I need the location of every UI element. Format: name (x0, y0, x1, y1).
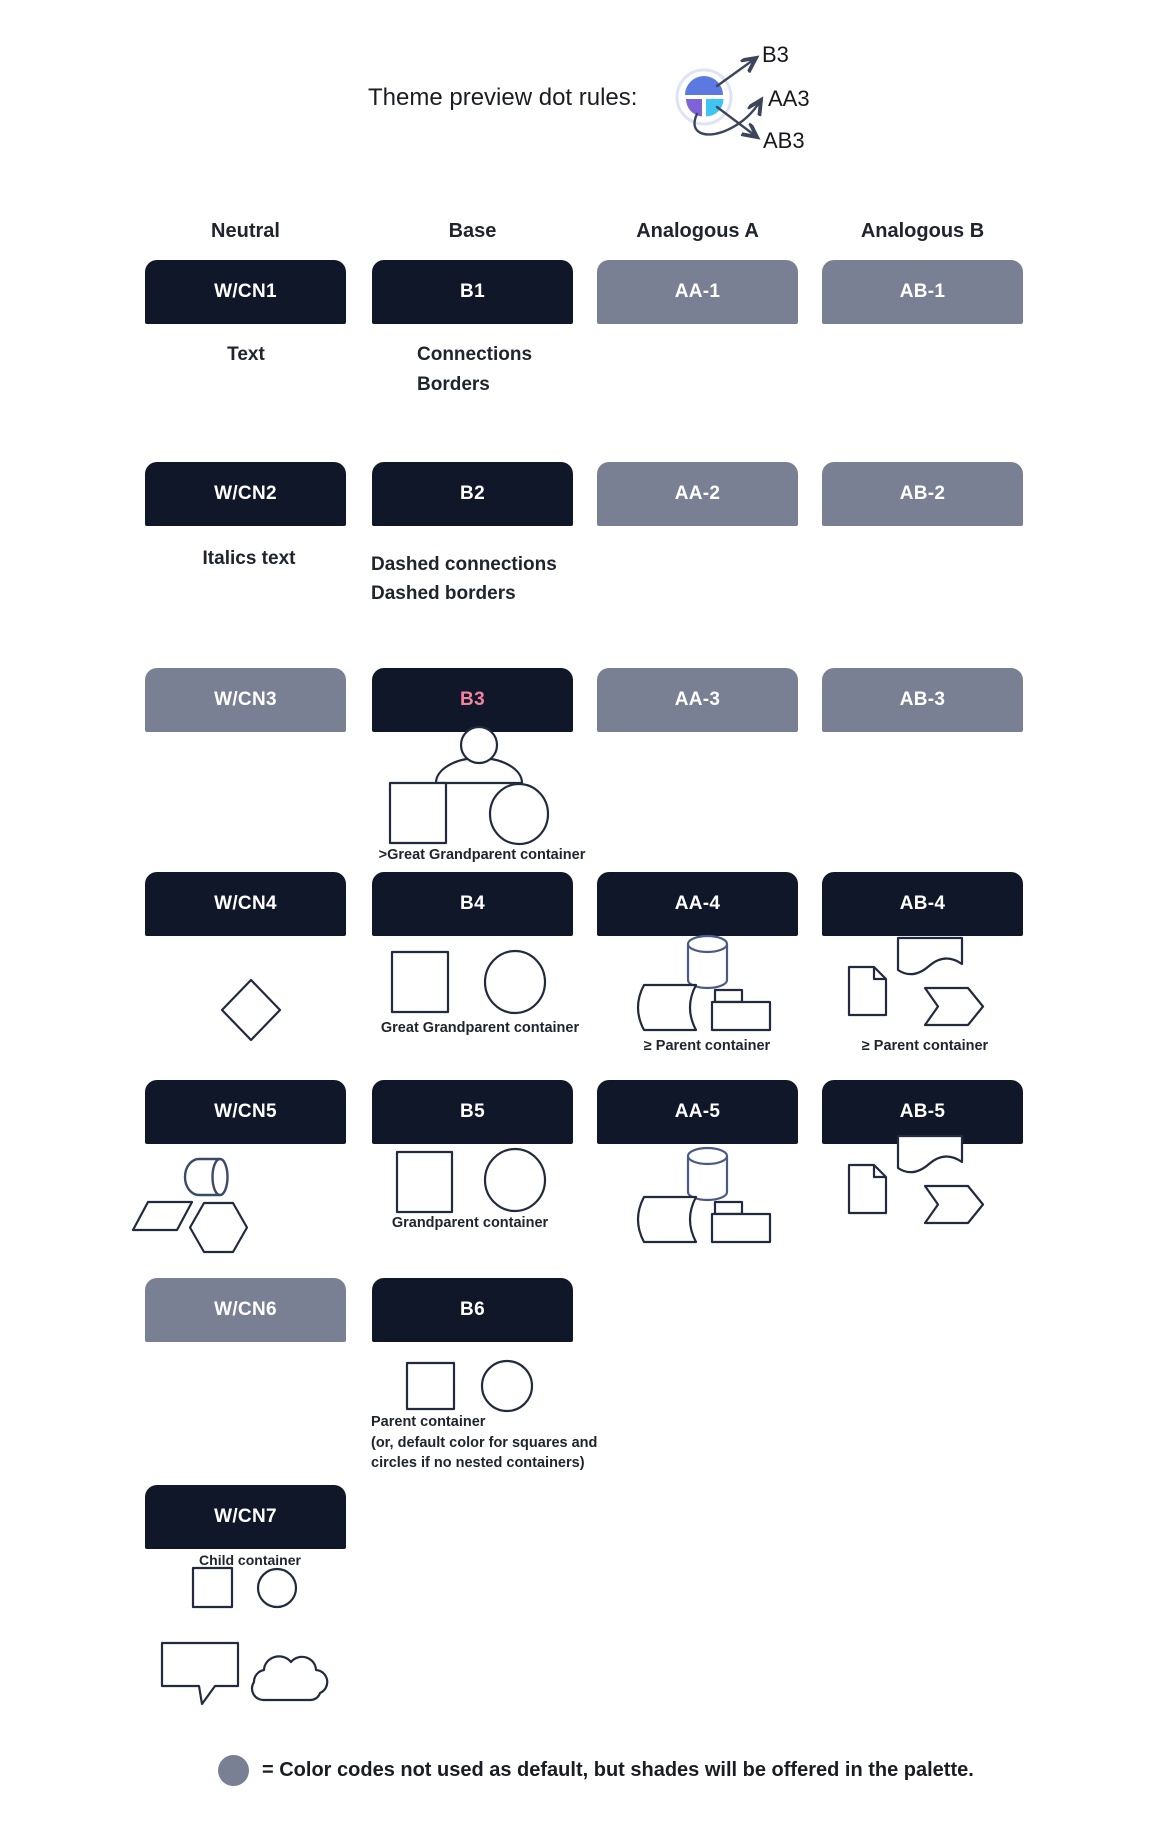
swatch-label: AB-1 (899, 281, 946, 302)
swatch-wcn5 (145, 1080, 346, 1144)
swatch-aa4 (597, 872, 798, 936)
arrow-to-b3-icon (717, 58, 756, 86)
b4-shape-cluster (385, 945, 555, 1020)
stored-data-shape-icon (638, 985, 696, 1030)
swatch-label: W/CN1 (214, 281, 277, 302)
tape-shape-icon (898, 938, 962, 974)
wcn4-diamond-cluster (220, 978, 282, 1042)
caption-connections: Connections (417, 344, 533, 365)
hexagon-shape-icon (190, 1203, 247, 1252)
dot-label-ab3: AB3 (763, 128, 805, 153)
b6-shape-cluster (400, 1356, 535, 1416)
caption-italics-text: Italics text (202, 548, 296, 569)
swatch-label: W/CN7 (214, 1506, 277, 1527)
cylinder-top-shape-icon (688, 1148, 727, 1164)
caption-parent-ab: ≥ Parent container (861, 1038, 989, 1054)
swatch-wcn6 (145, 1278, 346, 1342)
caption-parent-aa: ≥ Parent container (643, 1038, 771, 1054)
column-header-analogous-a: Analogous A (636, 220, 759, 242)
stored-data-shape-icon (638, 1197, 696, 1242)
swatch-label: B5 (460, 1101, 485, 1122)
cylinder-top-shape-icon (688, 936, 727, 952)
swatch-label: W/CN4 (214, 893, 277, 914)
wcn7-shape-cluster-1 (185, 1560, 305, 1615)
legend-text: = Color codes not used as default, but shades will be offered in the palette. (262, 1759, 974, 1781)
speech-bubble-shape-icon (162, 1643, 238, 1704)
caption-parent-line1: Parent container (371, 1414, 486, 1430)
square-shape-icon (407, 1363, 454, 1409)
swatch-label: W/CN3 (214, 689, 277, 710)
circle-shape-icon (258, 1569, 296, 1607)
swatch-b5 (372, 1080, 573, 1144)
dot-label-b3: B3 (762, 42, 789, 67)
document-shape-icon (849, 967, 886, 1015)
swatch-b6 (372, 1278, 573, 1342)
wcn7-shape-cluster-2 (150, 1635, 340, 1710)
swatch-label: B4 (460, 893, 485, 914)
tab-shape-icon (715, 1202, 742, 1214)
column-header-neutral: Neutral (211, 220, 280, 242)
swatch-b1 (372, 260, 573, 324)
swatch-aa1 (597, 260, 798, 324)
chevron-shape-icon (925, 988, 983, 1025)
person-head-shape-icon (461, 727, 497, 763)
swatch-wcn7 (145, 1485, 346, 1549)
column-header-analogous-b: Analogous B (860, 220, 985, 242)
circle-shape-icon (485, 951, 545, 1013)
swatch-label: W/CN2 (214, 483, 277, 504)
swatch-label: B6 (460, 1299, 485, 1320)
theme-preview-dot-icon (660, 30, 840, 160)
swatch-aa5 (597, 1080, 798, 1144)
aa4-shape-cluster (630, 928, 780, 1036)
swatch-ab4 (822, 872, 1023, 936)
swatch-wcn2 (145, 462, 346, 526)
caption-great-grandparent: Great Grandparent container (380, 1020, 580, 1036)
swatch-wcn4 (145, 872, 346, 936)
aa5-shape-cluster (630, 1140, 780, 1248)
swatch-ab3 (822, 668, 1023, 732)
caption-parent-line2: (or, default color for squares and (371, 1434, 598, 1451)
swatch-label: AA-3 (674, 689, 721, 710)
swatch-b4 (372, 872, 573, 936)
swatch-label: AB-3 (899, 689, 946, 710)
circle-shape-icon (485, 1149, 545, 1211)
column-header-base: Base (448, 220, 497, 242)
card-shape-icon (712, 1002, 770, 1030)
swatch-label: W/CN5 (214, 1101, 277, 1122)
ab5-shape-cluster (840, 1128, 995, 1228)
b5-shape-cluster (390, 1145, 560, 1220)
document-shape-icon (849, 1165, 886, 1213)
caption-parent-line3: circles if no nested containers) (371, 1455, 585, 1471)
swatch-label: B1 (460, 281, 485, 302)
caption-borders: Borders (417, 374, 490, 395)
tape-shape-icon (898, 1136, 962, 1172)
page-title: Theme preview dot rules: (368, 84, 638, 111)
swatch-label: AB-4 (899, 893, 946, 914)
square-shape-icon (392, 952, 448, 1012)
swatch-aa3 (597, 668, 798, 732)
caption-dashed (371, 550, 557, 608)
chevron-shape-icon (925, 1186, 983, 1223)
square-shape-icon (390, 783, 446, 843)
caption-dashed-connections: Dashed connections (371, 554, 557, 575)
swatch-ab1 (822, 260, 1023, 324)
swatch-b2 (372, 462, 573, 526)
square-shape-icon (193, 1568, 232, 1607)
swatch-label: B2 (460, 483, 485, 504)
legend-gray-dot-icon (218, 1755, 249, 1786)
swatch-ab2 (822, 462, 1023, 526)
swatch-label: AA-5 (674, 1101, 721, 1122)
parallelogram-shape-icon (133, 1202, 192, 1230)
swatch-label: B3 (460, 689, 485, 710)
square-shape-icon (397, 1152, 452, 1212)
dot-label-aa3: AA3 (768, 86, 810, 111)
swatch-label: AA-2 (674, 483, 721, 504)
h-cylinder-cap-shape-icon (213, 1159, 228, 1195)
swatch-wcn3 (145, 668, 346, 732)
swatch-label: AA-1 (674, 281, 721, 302)
caption-grandparent: Grandparent container (391, 1215, 549, 1231)
swatch-aa2 (597, 462, 798, 526)
swatch-label: AB-2 (899, 483, 946, 504)
caption-child: Child container (199, 1552, 301, 1568)
swatch-label: W/CN6 (214, 1299, 277, 1320)
caption-parent-block (371, 1412, 597, 1474)
swatch-label: AA-4 (674, 893, 721, 914)
card-shape-icon (712, 1214, 770, 1242)
caption-text: Text (227, 344, 265, 365)
ab4-shape-cluster (840, 930, 995, 1030)
caption-connections-borders (417, 340, 532, 400)
swatch-wcn1 (145, 260, 346, 324)
caption-great-grandparent-gt: >Great Grandparent container (378, 847, 586, 863)
b3-shape-cluster (365, 708, 565, 853)
swatch-label: AB-5 (899, 1101, 946, 1122)
tab-shape-icon (715, 990, 742, 1002)
caption-dashed-borders: Dashed borders (371, 583, 516, 604)
diamond-shape-icon (222, 980, 280, 1040)
circle-shape-icon (482, 1361, 532, 1411)
wcn5-shape-cluster (120, 1148, 260, 1258)
cloud-shape-icon (252, 1656, 327, 1700)
circle-shape-icon (490, 784, 548, 844)
